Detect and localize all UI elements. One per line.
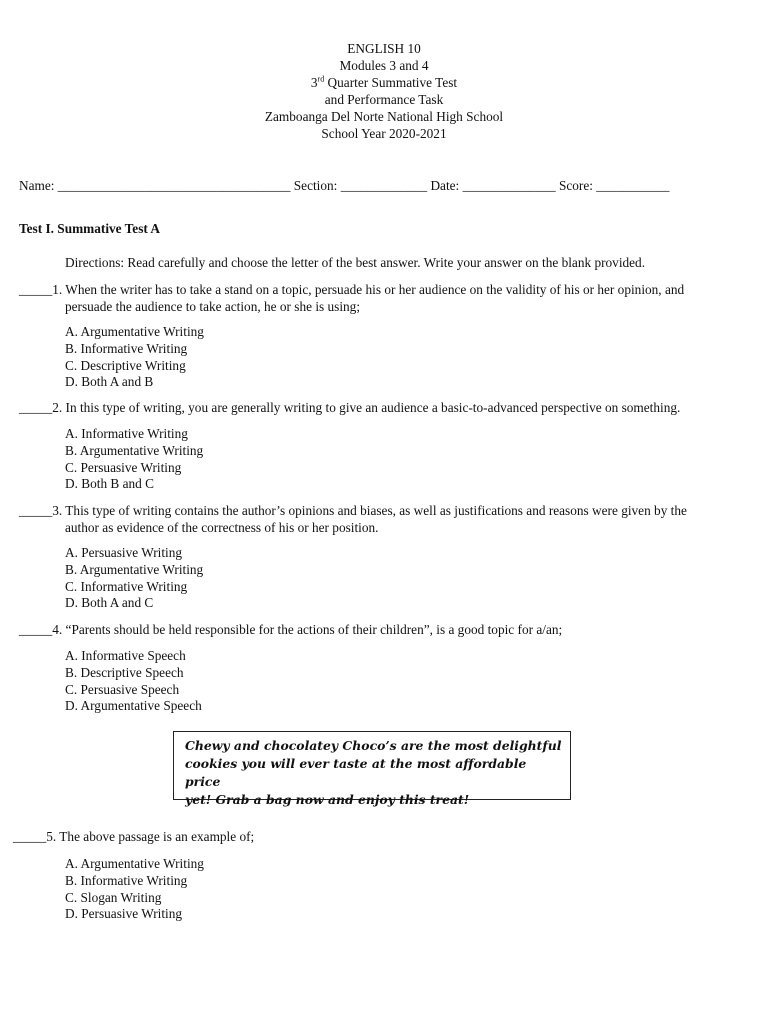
choice-b: B. Descriptive Speech [65,664,184,680]
student-info-line: Name: ___________________________________ Section: _____________ Date: ______________ Score: ___________ [19,178,670,193]
question-text: _____3. This type of writing contains the author’s opinions and biases, as well as justifications and reasons were given by the [19,503,687,518]
question-5 [13,829,738,846]
choice-b: B. Informative Writing [65,872,188,888]
choice-c: C. Persuasive Speech [65,681,180,697]
question-2 [19,400,744,417]
choice-a: A. Argumentative Writing [65,324,204,339]
question-text-continued: persuade the audience to take action, he or she is using; [65,298,361,314]
quarter-line [0,75,768,92]
choice-a: A. Persuasive Writing [65,545,183,560]
test-title: Test I. Summative Test A [19,221,160,236]
quarter-text: Quarter Summative Test [324,75,458,90]
passage-box [173,731,571,807]
question-text: _____2. In this type of writing, you are generally writing to give an audience a basic-to-advanced perspective on something. [19,400,681,415]
quarter-number: 3 [310,75,318,90]
choice-d: D. Both B and C [65,476,155,492]
question-5-choices [65,856,204,923]
question-3-choices [65,545,203,612]
question-3 [19,503,744,537]
question-text-continued: author as evidence of the correctness of his or her position. [65,519,379,535]
question-2-choices [65,426,203,493]
choice-a: A. Informative Writing [65,426,188,441]
quarter-suffix: rd [317,74,325,84]
choice-c: C. Slogan Writing [65,889,162,905]
directions: Directions: Read carefully and choose the letter of the best answer. Write your answer on the blank provided. [65,255,646,270]
choice-c: C. Descriptive Writing [65,357,186,373]
choice-a: A. Informative Speech [65,648,186,663]
question-1-choices [65,324,204,391]
school-year: School Year 2020-2021 [321,126,447,141]
choice-b: B. Informative Writing [65,340,188,356]
choice-d: D. Both A and C [65,595,154,611]
passage-line: yet! Grab a bag now and enjoy this treat! [185,792,470,807]
choice-a: A. Argumentative Writing [65,856,204,871]
question-4 [19,622,744,639]
choice-b: B. Argumentative Writing [65,561,204,577]
question-text: _____5. The above passage is an example of; [13,829,255,844]
subject-title: ENGLISH 10 [347,41,421,56]
passage-line: cookies you will ever taste at the most affordable price [185,756,527,789]
question-text: _____1. When the writer has to take a stand on a topic, persuade his or her audience on the validity of his or her opinion, and [19,282,685,297]
choice-d: D. Argumentative Speech [65,698,202,714]
choice-d: D. Both A and B [65,374,154,390]
document-header [0,41,768,143]
modules-line: Modules 3 and 4 [339,58,429,73]
question-4-choices [65,648,202,715]
passage-line: Chewy and chocolatey Choco’s are the most delightful [185,738,562,753]
question-text: _____4. “Parents should be held responsible for the actions of their children”, is a good topic for a/an; [19,622,563,637]
choice-c: C. Persuasive Writing [65,459,182,475]
choice-b: B. Argumentative Writing [65,442,204,458]
school-name: Zamboanga Del Norte National High School [264,109,504,124]
choice-c: C. Informative Writing [65,578,188,594]
question-1 [19,282,744,316]
choice-d: D. Persuasive Writing [65,906,183,922]
performance-task-line: and Performance Task [324,92,444,107]
